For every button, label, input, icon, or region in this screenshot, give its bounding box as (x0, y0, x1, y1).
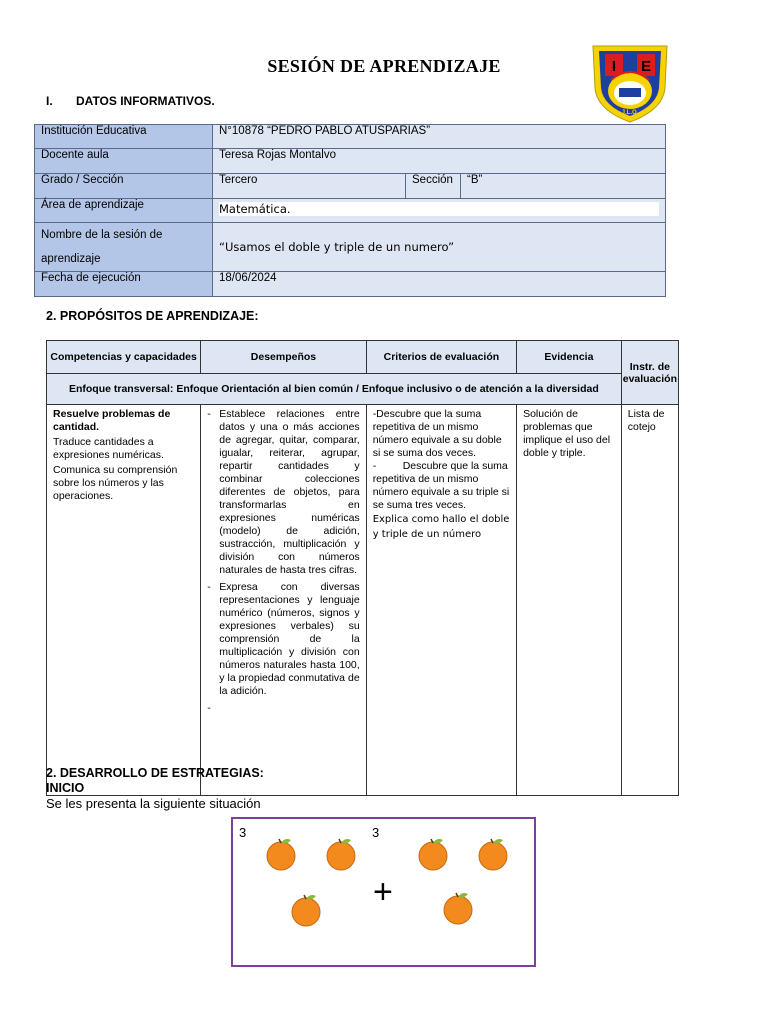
fecha-value: 18/06/2024 (213, 272, 666, 297)
grado-label: Grado / Sección (35, 174, 213, 199)
evidencia-value: Solución de problemas que implique el uso del doble y triple. (523, 408, 611, 459)
header-instrumento: Instr. de evaluación (621, 341, 678, 405)
instrumento-value: Lista de cotejo (627, 408, 665, 433)
orange-icon (475, 835, 511, 871)
area-cell (213, 199, 666, 223)
nombre-label-line-1: Nombre de la sesión de (41, 229, 163, 241)
plus-sign: + (373, 873, 393, 911)
seccion-value: “B” (461, 174, 666, 199)
propositos-table (46, 340, 679, 796)
competencias-cell (47, 405, 201, 796)
orange-icon (323, 835, 359, 871)
docente-label: Docente aula (35, 149, 213, 174)
bullet-dash: - (207, 581, 211, 593)
orange-icon (415, 835, 451, 871)
orange-icon (440, 889, 476, 925)
logo-letter-e: E (640, 58, 652, 75)
section-3-title: 2. DESARROLLO DE ESTRATEGIAS: (46, 766, 264, 780)
orange-icon (263, 835, 299, 871)
area-value: Matemática. (219, 202, 659, 216)
nombre-label (35, 223, 213, 272)
competencia-title: Resuelve problemas de cantidad. (53, 408, 171, 433)
document-title: SESIÓN DE APRENDIZAJE (267, 56, 501, 76)
criterio-2: Descubre que la suma repetitiva de un mismo número equivale a su triple si se suma tres veces. (372, 460, 510, 511)
logo-letter-i: I (611, 58, 617, 75)
bullet-dash: - (372, 460, 377, 472)
right-group-number: 3 (372, 825, 380, 840)
bullet-dash: - (207, 408, 211, 420)
institucion-value: N°10878 “PEDRO PABLO ATUSPARIAS” (213, 125, 666, 149)
section-3-heading (46, 766, 264, 796)
bullet-dash: - (207, 702, 211, 714)
nombre-label-line-2: aprendizaje (41, 253, 101, 265)
orange-icon (288, 891, 324, 927)
docente-value: Teresa Rojas Montalvo (213, 149, 666, 174)
section-1-title: DATOS INFORMATIVOS. (76, 94, 215, 108)
logo-bottom-text: J.L.O. (621, 110, 639, 116)
header-desempenos: Desempeños (201, 341, 366, 374)
instrumento-cell (621, 405, 678, 796)
header-evidencia: Evidencia (517, 341, 622, 374)
section-3-subtitle: INICIO (46, 781, 85, 795)
situation-intro: Se les presenta la siguiente situación (46, 796, 261, 811)
institucion-label: Institución Educativa (35, 125, 213, 149)
desempeno-1: Establece relaciones entre datos y una o más acciones de agregar, quitar, comparar, igualar, reiterar, agrupar, repartir cantidades y combinar colecciones diferentes de objetos, para transformarlas en expresiones numéricas (modelo) de adición, sustracción, multiplicación y división con números naturales de hasta tres cifras. (219, 408, 360, 576)
section-1-heading (46, 94, 215, 108)
header-criterios: Criterios de evaluación (366, 341, 516, 374)
left-group-number: 3 (239, 825, 247, 840)
desempenos-cell (201, 405, 366, 796)
criterio-1: -Descubre que la suma repetitiva de un mismo número equivale a su doble si se suma dos veces. (372, 408, 502, 459)
evidencia-cell (517, 405, 622, 796)
capacidad-2: Comunica su comprensión sobre los números y las operaciones. (53, 464, 178, 502)
desempeno-2: Expresa con diversas representaciones y lenguaje numérico (números, signos y expresiones verbales) su comprensión de la multiplicación y división con números naturales hasta 100, y la propiedad conmutativa de la adición. (219, 581, 360, 697)
grado-value: Tercero (213, 174, 406, 199)
datos-informativos-table (34, 124, 666, 297)
header-competencias: Competencias y capacidades (47, 341, 201, 374)
nombre-value: “Usamos el doble y triple de un numero” (213, 223, 666, 272)
section-2-heading: 2. PROPÓSITOS DE APRENDIZAJE: (46, 309, 259, 323)
fecha-label: Fecha de ejecución (35, 272, 213, 297)
enfoque-transversal: Enfoque transversal: Enfoque Orientación al bien común / Enfoque inclusivo o de atención a la diversidad (47, 374, 622, 405)
capacidad-1: Traduce cantidades a expresiones numéricas. (53, 436, 164, 461)
seccion-label: Sección (406, 174, 461, 199)
criterio-3: Explica como hallo el doble y triple de un número (372, 514, 510, 540)
area-label: Área de aprendizaje (35, 199, 213, 223)
criterios-cell (366, 405, 516, 796)
situation-picture (231, 817, 536, 967)
school-logo (585, 36, 675, 126)
section-1-number: I. (46, 94, 53, 108)
